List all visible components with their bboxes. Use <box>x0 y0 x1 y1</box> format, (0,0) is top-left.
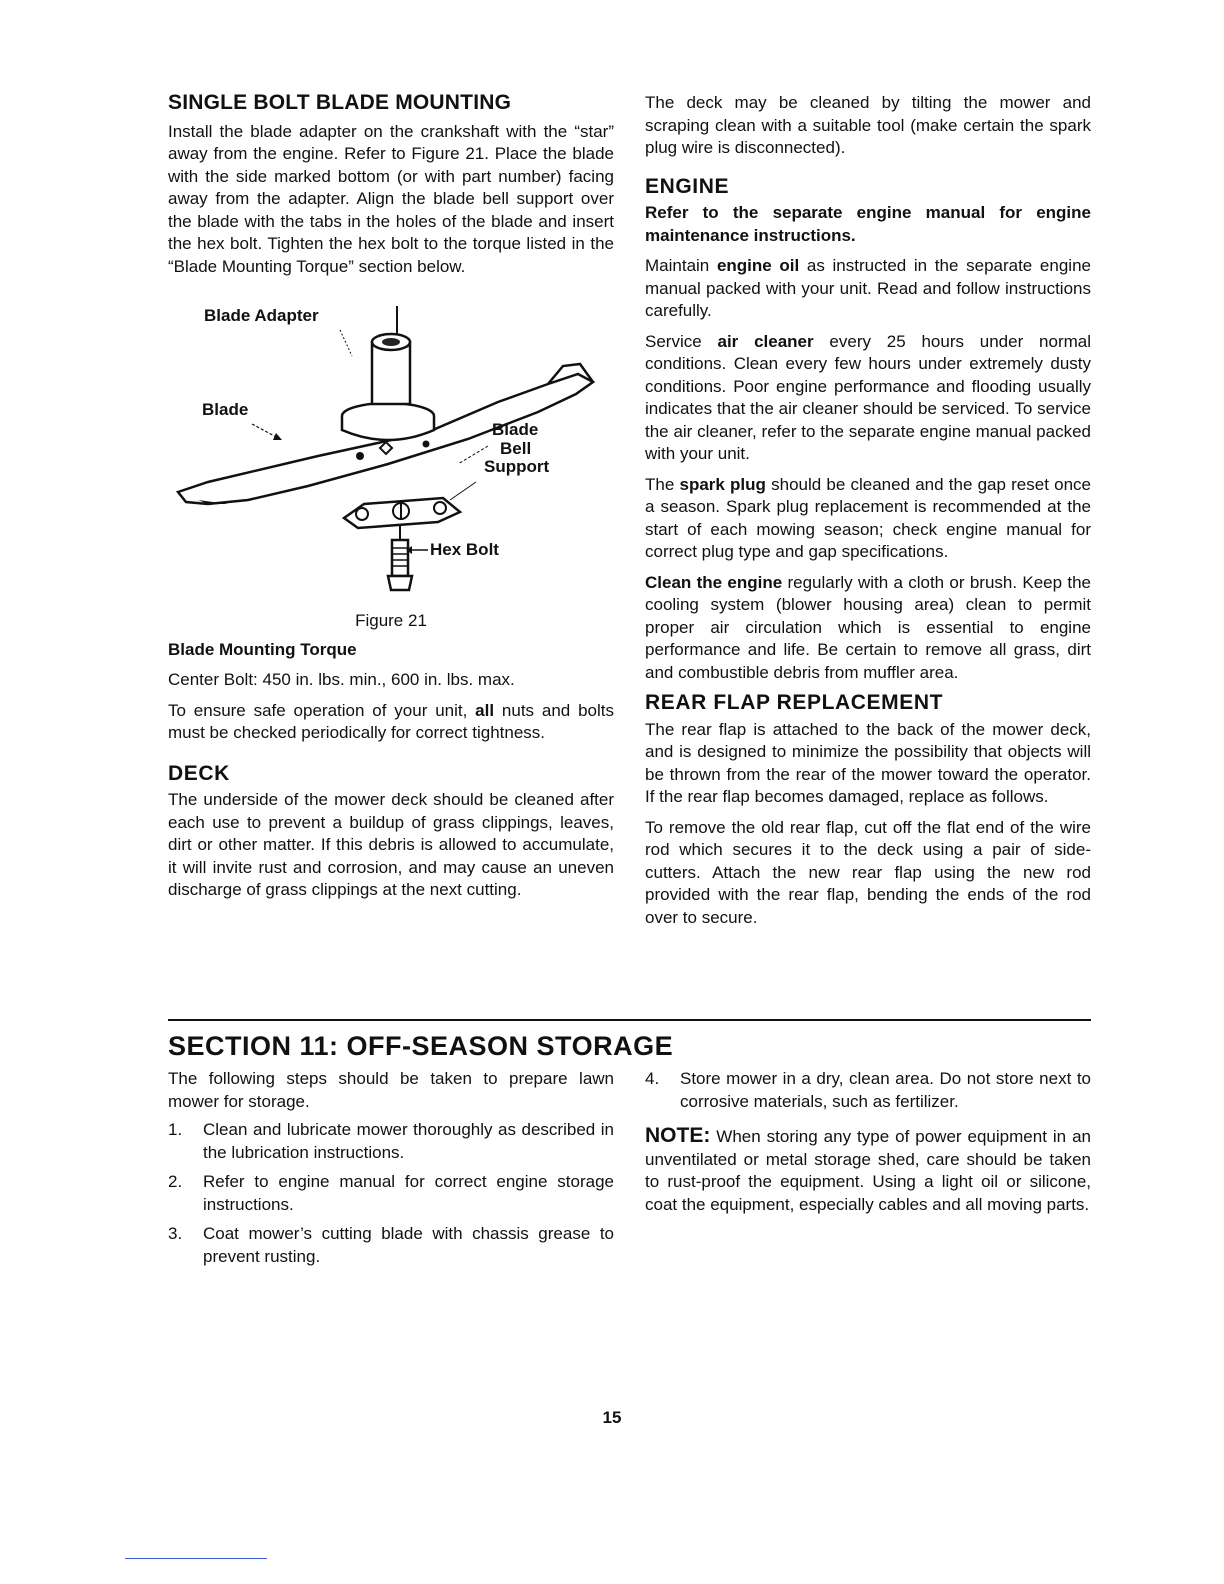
label-bell-2: Bell <box>500 439 532 458</box>
deck-continued: The deck may be cleaned by tilting the mower and scraping clean with a suitable tool (make certain the spark plug wire is disconnected). <box>645 93 1091 157</box>
left-column <box>168 92 614 910</box>
label-blade-adapter: Blade Adapter <box>204 306 319 325</box>
safety-paragraph: To ensure safe operation of your unit, all nuts and bolts must be checked periodically for correct tightness. <box>168 700 614 742</box>
label-blade: Blade <box>202 400 249 419</box>
deck-body: The underside of the mower deck should be cleaned after each use to prevent a buildup of grass clippings, leaves, dirt or other matter. If this debris is allowed to accumulate, it will invite rust and corrosion, and may cause an uneven discharge of grass clippings at the next cutting. <box>168 790 614 899</box>
storage-right <box>645 1068 1091 1222</box>
note-text: When storing any type of power equipment in an unventilated or metal storage shed, care should be taken to rust-proof the equipment. Using a light oil or silicone, coat the equipment, especially cables and all moving parts. <box>645 1127 1091 1214</box>
storage-steps-cont <box>645 1068 1091 1113</box>
single-bolt-body: Install the blade adapter on the crankshaft with the “star” away from the engine. Refer to Figure 21. Place the blade with the side marked bottom (or with part number) facing away from the adapter. Align the blade bell support over the blade with the tabs in the holes of the blade and insert the hex bolt. Tighten the hex bolt to the torque listed in the “Blade Mounting Torque” section below. <box>168 121 614 276</box>
figure-21 <box>168 304 614 604</box>
note-label: NOTE: <box>645 1124 711 1147</box>
storage-step: 4. Store mower in a dry, clean area. Do not store next to corrosive materials, such as fertilizer. <box>645 1069 1091 1111</box>
figure-caption: Figure 21 <box>355 611 427 630</box>
section-divider <box>168 1019 1091 1021</box>
storage-steps <box>168 1119 614 1268</box>
label-bell-1: Blade <box>492 420 539 439</box>
engine-intro: Refer to the separate engine manual for engine maintenance instructions. <box>645 203 1091 245</box>
page-number: 15 <box>602 1408 622 1427</box>
torque-title: Blade Mounting Torque <box>168 639 357 659</box>
storage-left <box>168 1068 614 1275</box>
torque-value: Center Bolt: 450 in. lbs. min., 600 in. lbs. max. <box>168 670 515 689</box>
storage-step: 3. Coat mower’s cutting blade with chassis grease to prevent rusting. <box>168 1224 614 1266</box>
right-column <box>645 92 1091 937</box>
storage-step: 2. Refer to engine manual for correct engine storage instructions. <box>168 1172 614 1214</box>
rear-flap-p1: The rear flap is attached to the back of the mower deck, and is designed to minimize the possibility that objects will be thrown from the rear of the mower toward the operator. If the rear flap becomes damaged, replace as follows. <box>645 719 1091 806</box>
label-bell-3: Support <box>484 457 550 476</box>
single-bolt-heading: SINGLE BOLT BLADE MOUNTING <box>168 91 512 114</box>
storage-intro: The following steps should be taken to prepare lawn mower for storage. <box>168 1069 614 1111</box>
footer-line <box>125 1558 267 1559</box>
rear-flap-heading: REAR FLAP REPLACEMENT <box>645 691 944 714</box>
rear-flap-p2: To remove the old rear flap, cut off the flat end of the wire rod which secures it to the deck using a pair of side-cutters. Attach the new rear flap using the new rod provided with the rear flap, bending the ends of the rod over to secure. <box>645 817 1091 927</box>
engine-clean: Clean the engine regularly with a cloth or brush. Keep the cooling system (blower housing area) clean to permit proper air circulation which is essential to engine performance and life. Be certain to remove all grass, dirt and combustible debris from muffler area. <box>645 572 1091 682</box>
adapter-shaft <box>372 342 410 404</box>
label-hex-bolt: Hex Bolt <box>430 540 499 559</box>
engine-air-cleaner: Service air cleaner every 25 hours under normal conditions. Clean every few hours under extremely dusty conditions. Poor engine performance and flooding usually indicates that the air cleaner should be serviced. To service the air cleaner, refer to the separate engine manual packed with your unit. <box>645 331 1091 463</box>
storage-note <box>645 1125 1091 1216</box>
engine-spark-plug: The spark plug should be cleaned and the gap reset once a season. Spark plug replacement is recommended at the start of each mowing season; check engine manual for correct plug type and gap specifications. <box>645 474 1091 561</box>
engine-oil: Maintain engine oil as instructed in the separate engine manual packed with your unit. Read and follow instructions carefully. <box>645 256 1091 320</box>
deck-heading: DECK <box>168 761 230 785</box>
engine-heading: ENGINE <box>645 174 730 198</box>
storage-step: 1. Clean and lubricate mower thoroughly as described in the lubrication instructions. <box>168 1120 614 1162</box>
storage-heading: SECTION 11: OFF-SEASON STORAGE <box>168 1031 674 1061</box>
blade-mounting-diagram <box>168 304 614 604</box>
hex-bolt-shape <box>392 540 408 576</box>
